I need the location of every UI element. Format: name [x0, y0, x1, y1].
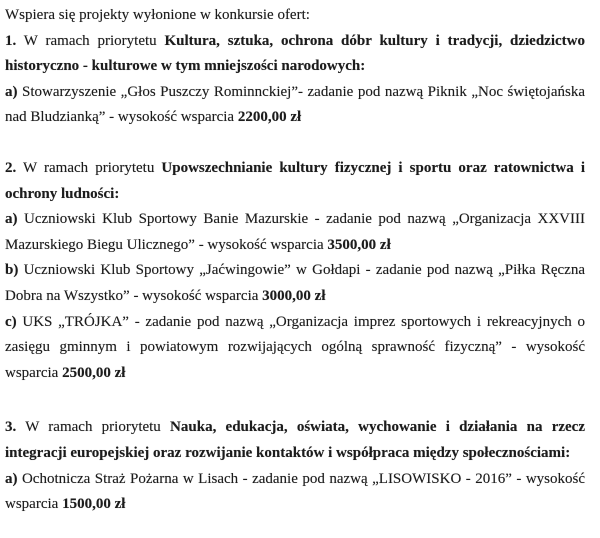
amount: 2200,00 zł — [237, 109, 302, 126]
text-run: W ramach priorytetu — [16, 419, 171, 436]
text-run: Uczniowski Klub Sportowy „Jaćwingowie” w Gołdapi - zadanie pod nazwą „Piłka Ręczna Dobra na Wszystko” - wysokość wsparcia — [5, 262, 585, 304]
amount: 2500,00 zł — [62, 364, 126, 381]
text-run: Uczniowski Klub Sportowy Banie Mazurskie - zadanie pod nazwą „Organizacja XXVIII Mazurskiego Biegu Ulicznego” - wysokość wsparcia — [5, 211, 585, 253]
item-letter: c) — [5, 313, 17, 330]
item-2a — [5, 207, 585, 258]
item-2c — [5, 310, 585, 387]
item-letter: a) — [5, 470, 18, 487]
intro-line — [5, 3, 585, 29]
text-run: W ramach priorytetu — [16, 32, 165, 49]
item-letter: a) — [5, 211, 18, 228]
amount: 3000,00 zł — [262, 287, 326, 304]
priority-title: Nauka, edukacja, oświata, wychowanie i działania na rzecz integracji europejskiej oraz rozwijanie kontaktów i współpraca między społecznościami: — [5, 419, 586, 461]
priority-title: Kultura, sztuka, ochrona dóbr kultury i tradycji, dziedzictwo historyczno - kulturowe w tym mniejszości narodowych: — [5, 32, 585, 75]
item-letter: a) — [5, 83, 18, 100]
item-1a — [5, 80, 585, 131]
text-run: Wspiera się projekty wyłonione w konkursie ofert: — [5, 7, 310, 23]
item-3a — [5, 467, 585, 518]
priority-1-heading — [5, 29, 585, 80]
priority-3-heading — [5, 415, 585, 466]
priority-title: Upowszechnianie kultury fizycznej i sportu oraz ratownictwa i ochrony ludności: — [5, 159, 586, 202]
item-2b — [5, 258, 585, 309]
priority-2-heading — [5, 156, 585, 207]
text-run: UKS „TRÓJKA” - zadanie pod nazwą „Organizacja imprez sportowych i rekreacyjnych o zasięgu gminnym i powiatowym rozwijających ogólną sprawność fizyczną” - wysokość wsparcia — [5, 313, 585, 381]
list-number: 2. — [5, 159, 17, 176]
item-letter: b) — [5, 262, 19, 279]
text-run: Ochotnicza Straż Pożarna w Lisach - zadanie pod nazwą „LISOWISKO - 2016” - wysokość wsparcia — [5, 470, 585, 513]
list-number: 3. — [5, 419, 17, 436]
amount: 1500,00 zł — [62, 496, 126, 513]
amount: 3500,00 zł — [327, 236, 391, 253]
list-number: 1. — [5, 32, 17, 49]
text-run: W ramach priorytetu — [16, 159, 162, 176]
text-run: Stowarzyszenie „Głos Puszczy Rominnckiej”- zadanie pod nazwą Piknik „Noc świętojańska nad Bludzianką” - wysokość wsparcia — [5, 83, 585, 126]
